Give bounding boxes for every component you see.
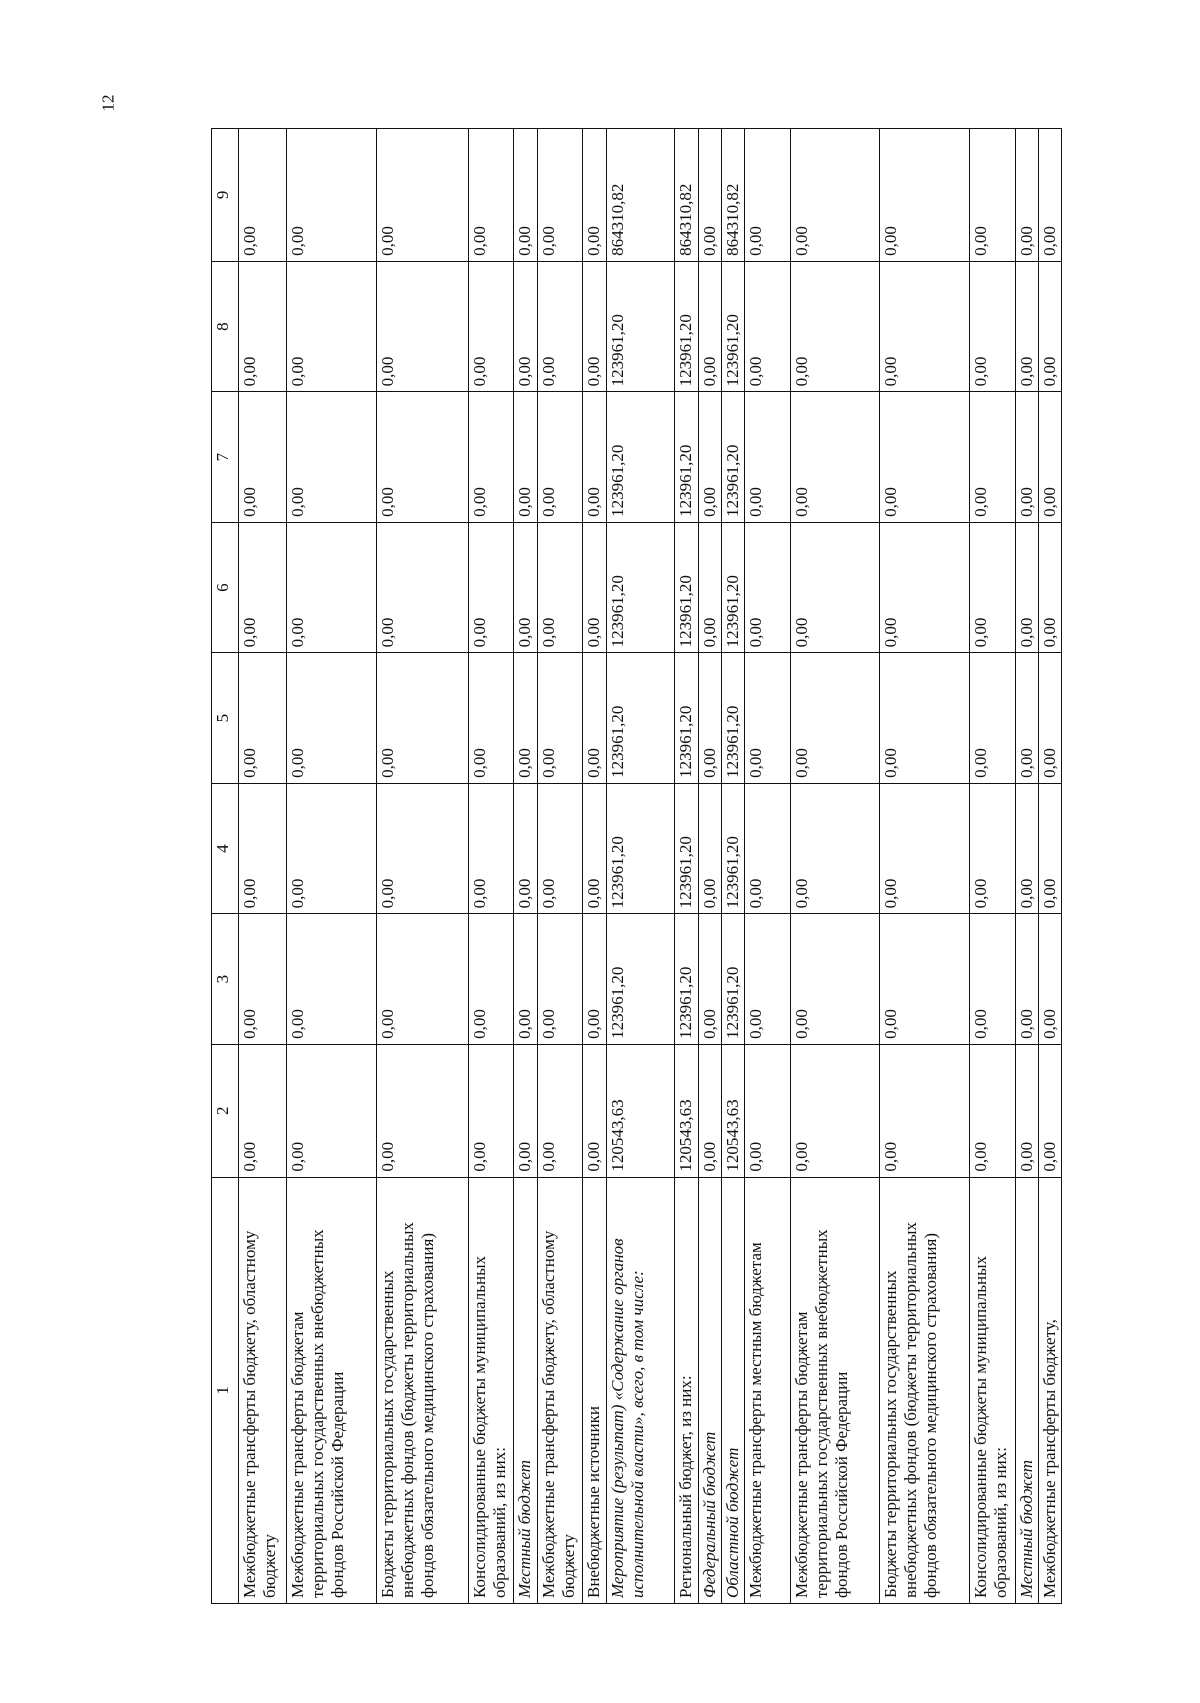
value-cell: 0,00 — [970, 783, 1016, 914]
table-row — [791, 129, 880, 1604]
value-cell: 0,00 — [880, 653, 970, 784]
row-label: Федеральный бюджет — [699, 1177, 722, 1603]
value-cell: 0,00 — [1016, 1044, 1039, 1177]
value-cell: 0,00 — [239, 392, 287, 523]
row-label: Межбюджетные трансферты бюджетам территориальных государственных внебюджетных фондов Российской Федерации — [791, 1177, 880, 1603]
table-row — [469, 129, 514, 1604]
value-cell: 0,00 — [791, 522, 880, 653]
value-cell: 123961,20 — [607, 653, 675, 784]
budget-table — [211, 128, 1062, 1604]
value-cell: 0,00 — [469, 129, 514, 262]
value-cell: 0,00 — [239, 783, 287, 914]
value-cell: 123961,20 — [722, 522, 745, 653]
row-label: Межбюджетные трансферты бюджету, областному бюджету — [538, 1177, 583, 1603]
value-cell: 0,00 — [538, 653, 583, 784]
value-cell: 123961,20 — [675, 392, 699, 523]
table-row — [699, 129, 722, 1604]
value-cell: 120543,63 — [722, 1044, 745, 1177]
value-cell: 0,00 — [287, 392, 377, 523]
value-cell: 0,00 — [239, 1044, 287, 1177]
value-cell: 120543,63 — [675, 1044, 699, 1177]
table-row — [1016, 129, 1039, 1604]
value-cell: 0,00 — [745, 1044, 791, 1177]
table-row — [583, 129, 607, 1604]
value-cell: 0,00 — [970, 914, 1016, 1045]
value-cell: 0,00 — [514, 392, 538, 523]
value-cell: 0,00 — [514, 653, 538, 784]
row-label: Местный бюджет — [514, 1177, 538, 1603]
rotated-page-content — [211, 128, 1123, 1604]
value-cell: 0,00 — [970, 522, 1016, 653]
value-cell: 0,00 — [538, 1044, 583, 1177]
column-header-1: 1 — [212, 1177, 239, 1603]
value-cell: 0,00 — [745, 783, 791, 914]
value-cell: 0,00 — [1039, 392, 1062, 523]
value-cell: 0,00 — [745, 522, 791, 653]
value-cell: 120543,63 — [607, 1044, 675, 1177]
table-row — [1039, 129, 1062, 1604]
value-cell: 864310,82 — [675, 129, 699, 262]
value-cell: 0,00 — [538, 522, 583, 653]
value-cell: 123961,20 — [607, 914, 675, 1045]
value-cell: 0,00 — [1016, 522, 1039, 653]
value-cell: 0,00 — [699, 129, 722, 262]
value-cell: 0,00 — [514, 129, 538, 262]
table-row — [970, 129, 1016, 1604]
value-cell: 0,00 — [880, 261, 970, 392]
value-cell: 0,00 — [377, 1044, 469, 1177]
value-cell: 0,00 — [745, 914, 791, 1045]
value-cell: 0,00 — [538, 783, 583, 914]
value-cell: 0,00 — [880, 129, 970, 262]
row-label: Областной бюджет — [722, 1177, 745, 1603]
column-header-5: 5 — [212, 653, 239, 784]
value-cell: 0,00 — [791, 653, 880, 784]
value-cell: 0,00 — [469, 1044, 514, 1177]
value-cell: 0,00 — [1039, 261, 1062, 392]
column-header-6: 6 — [212, 522, 239, 653]
table-row — [880, 129, 970, 1604]
value-cell: 0,00 — [538, 392, 583, 523]
value-cell: 0,00 — [377, 129, 469, 262]
value-cell: 0,00 — [239, 261, 287, 392]
value-cell: 0,00 — [583, 129, 607, 262]
value-cell: 0,00 — [699, 522, 722, 653]
row-label: Бюджеты территориальных государственных внебюджетных фондов (бюджеты территориальных фондов обязательного медицинского страхования) — [377, 1177, 469, 1603]
value-cell: 0,00 — [469, 522, 514, 653]
value-cell: 0,00 — [514, 261, 538, 392]
value-cell: 123961,20 — [607, 783, 675, 914]
value-cell: 0,00 — [970, 653, 1016, 784]
value-cell: 123961,20 — [675, 653, 699, 784]
value-cell: 0,00 — [377, 522, 469, 653]
column-header-9: 9 — [212, 129, 239, 262]
value-cell: 0,00 — [287, 914, 377, 1045]
value-cell: 0,00 — [745, 261, 791, 392]
value-cell: 0,00 — [791, 914, 880, 1045]
value-cell: 0,00 — [699, 914, 722, 1045]
value-cell: 0,00 — [1016, 392, 1039, 523]
table-row — [607, 129, 675, 1604]
value-cell: 0,00 — [791, 1044, 880, 1177]
row-label: Бюджеты территориальных государственных внебюджетных фондов (бюджеты территориальных фондов обязательного медицинского страхования) — [880, 1177, 970, 1603]
value-cell: 0,00 — [583, 653, 607, 784]
value-cell: 0,00 — [1039, 129, 1062, 262]
column-header-2: 2 — [212, 1044, 239, 1177]
value-cell: 123961,20 — [607, 522, 675, 653]
value-cell: 0,00 — [514, 783, 538, 914]
value-cell: 0,00 — [745, 392, 791, 523]
column-header-8: 8 — [212, 261, 239, 392]
value-cell: 0,00 — [745, 129, 791, 262]
value-cell: 0,00 — [791, 129, 880, 262]
value-cell: 0,00 — [239, 522, 287, 653]
value-cell: 0,00 — [1039, 914, 1062, 1045]
value-cell: 0,00 — [377, 261, 469, 392]
value-cell: 0,00 — [1016, 914, 1039, 1045]
value-cell: 0,00 — [239, 653, 287, 784]
value-cell: 0,00 — [469, 783, 514, 914]
value-cell: 0,00 — [880, 1044, 970, 1177]
value-cell: 0,00 — [970, 261, 1016, 392]
value-cell: 0,00 — [1016, 129, 1039, 262]
value-cell: 0,00 — [880, 914, 970, 1045]
value-cell: 0,00 — [287, 783, 377, 914]
value-cell: 0,00 — [239, 129, 287, 262]
value-cell: 0,00 — [287, 1044, 377, 1177]
value-cell: 864310,82 — [722, 129, 745, 262]
value-cell: 0,00 — [469, 392, 514, 523]
value-cell: 123961,20 — [722, 914, 745, 1045]
value-cell: 0,00 — [287, 129, 377, 262]
value-cell: 0,00 — [745, 653, 791, 784]
value-cell: 0,00 — [791, 392, 880, 523]
value-cell: 0,00 — [377, 392, 469, 523]
row-label: Внебюджетные источники — [583, 1177, 607, 1603]
column-header-4: 4 — [212, 783, 239, 914]
value-cell: 0,00 — [1039, 653, 1062, 784]
value-cell: 0,00 — [583, 392, 607, 523]
value-cell: 0,00 — [880, 522, 970, 653]
value-cell: 0,00 — [791, 783, 880, 914]
table-row — [239, 129, 287, 1604]
value-cell: 0,00 — [538, 914, 583, 1045]
value-cell: 123961,20 — [607, 261, 675, 392]
value-cell: 0,00 — [287, 522, 377, 653]
value-cell: 0,00 — [1016, 653, 1039, 784]
value-cell: 0,00 — [514, 522, 538, 653]
page-number: 12 — [98, 94, 118, 112]
value-cell: 123961,20 — [675, 914, 699, 1045]
value-cell: 0,00 — [970, 1044, 1016, 1177]
value-cell: 0,00 — [514, 1044, 538, 1177]
value-cell: 123961,20 — [675, 783, 699, 914]
column-header-3: 3 — [212, 914, 239, 1045]
value-cell: 0,00 — [287, 261, 377, 392]
table-row — [287, 129, 377, 1604]
row-label: Межбюджетные трансферты местным бюджетам — [745, 1177, 791, 1603]
value-cell: 0,00 — [583, 522, 607, 653]
value-cell: 123961,20 — [722, 392, 745, 523]
value-cell: 123961,20 — [607, 392, 675, 523]
row-label: Межбюджетные трансферты бюджету, — [1039, 1177, 1062, 1603]
table-row — [514, 129, 538, 1604]
value-cell: 0,00 — [514, 914, 538, 1045]
value-cell: 0,00 — [1016, 783, 1039, 914]
value-cell: 864310,82 — [607, 129, 675, 262]
value-cell: 0,00 — [469, 914, 514, 1045]
table-row — [745, 129, 791, 1604]
value-cell: 0,00 — [583, 261, 607, 392]
value-cell: 0,00 — [239, 914, 287, 1045]
row-label: Межбюджетные трансферты бюджету, областному бюджету — [239, 1177, 287, 1603]
row-label: Межбюджетные трансферты бюджетам территориальных государственных внебюджетных фондов Российской Федерации — [287, 1177, 377, 1603]
value-cell: 0,00 — [970, 392, 1016, 523]
value-cell: 0,00 — [538, 129, 583, 262]
value-cell: 0,00 — [469, 261, 514, 392]
value-cell: 123961,20 — [675, 261, 699, 392]
row-label: Местный бюджет — [1016, 1177, 1039, 1603]
table-row — [377, 129, 469, 1604]
value-cell: 0,00 — [469, 653, 514, 784]
table-header-row — [212, 129, 239, 1604]
value-cell: 0,00 — [287, 653, 377, 784]
value-cell: 0,00 — [583, 1044, 607, 1177]
value-cell: 0,00 — [791, 261, 880, 392]
value-cell: 0,00 — [1039, 1044, 1062, 1177]
value-cell: 0,00 — [377, 914, 469, 1045]
value-cell: 0,00 — [699, 392, 722, 523]
value-cell: 0,00 — [880, 392, 970, 523]
value-cell: 0,00 — [1016, 261, 1039, 392]
value-cell: 0,00 — [377, 653, 469, 784]
value-cell: 0,00 — [538, 261, 583, 392]
value-cell: 0,00 — [699, 261, 722, 392]
table-row — [538, 129, 583, 1604]
value-cell: 123961,20 — [722, 783, 745, 914]
table-body — [239, 129, 1062, 1604]
value-cell: 0,00 — [377, 783, 469, 914]
value-cell: 0,00 — [583, 783, 607, 914]
value-cell: 0,00 — [970, 129, 1016, 262]
value-cell: 0,00 — [1039, 522, 1062, 653]
value-cell: 123961,20 — [722, 653, 745, 784]
row-label: Консолидированные бюджеты муниципальных образований, из них: — [469, 1177, 514, 1603]
row-label: Региональный бюджет, из них: — [675, 1177, 699, 1603]
value-cell: 0,00 — [1039, 783, 1062, 914]
row-label: Мероприятие (результат) «Содержание органов исполнительной власти», всего, в том числе: — [607, 1177, 675, 1603]
value-cell: 0,00 — [699, 783, 722, 914]
value-cell: 123961,20 — [675, 522, 699, 653]
value-cell: 123961,20 — [722, 261, 745, 392]
table-row — [675, 129, 699, 1604]
value-cell: 0,00 — [699, 1044, 722, 1177]
value-cell: 0,00 — [583, 914, 607, 1045]
row-label: Консолидированные бюджеты муниципальных образований, из них: — [970, 1177, 1016, 1603]
table-row — [722, 129, 745, 1604]
column-header-7: 7 — [212, 392, 239, 523]
value-cell: 0,00 — [880, 783, 970, 914]
value-cell: 0,00 — [699, 653, 722, 784]
